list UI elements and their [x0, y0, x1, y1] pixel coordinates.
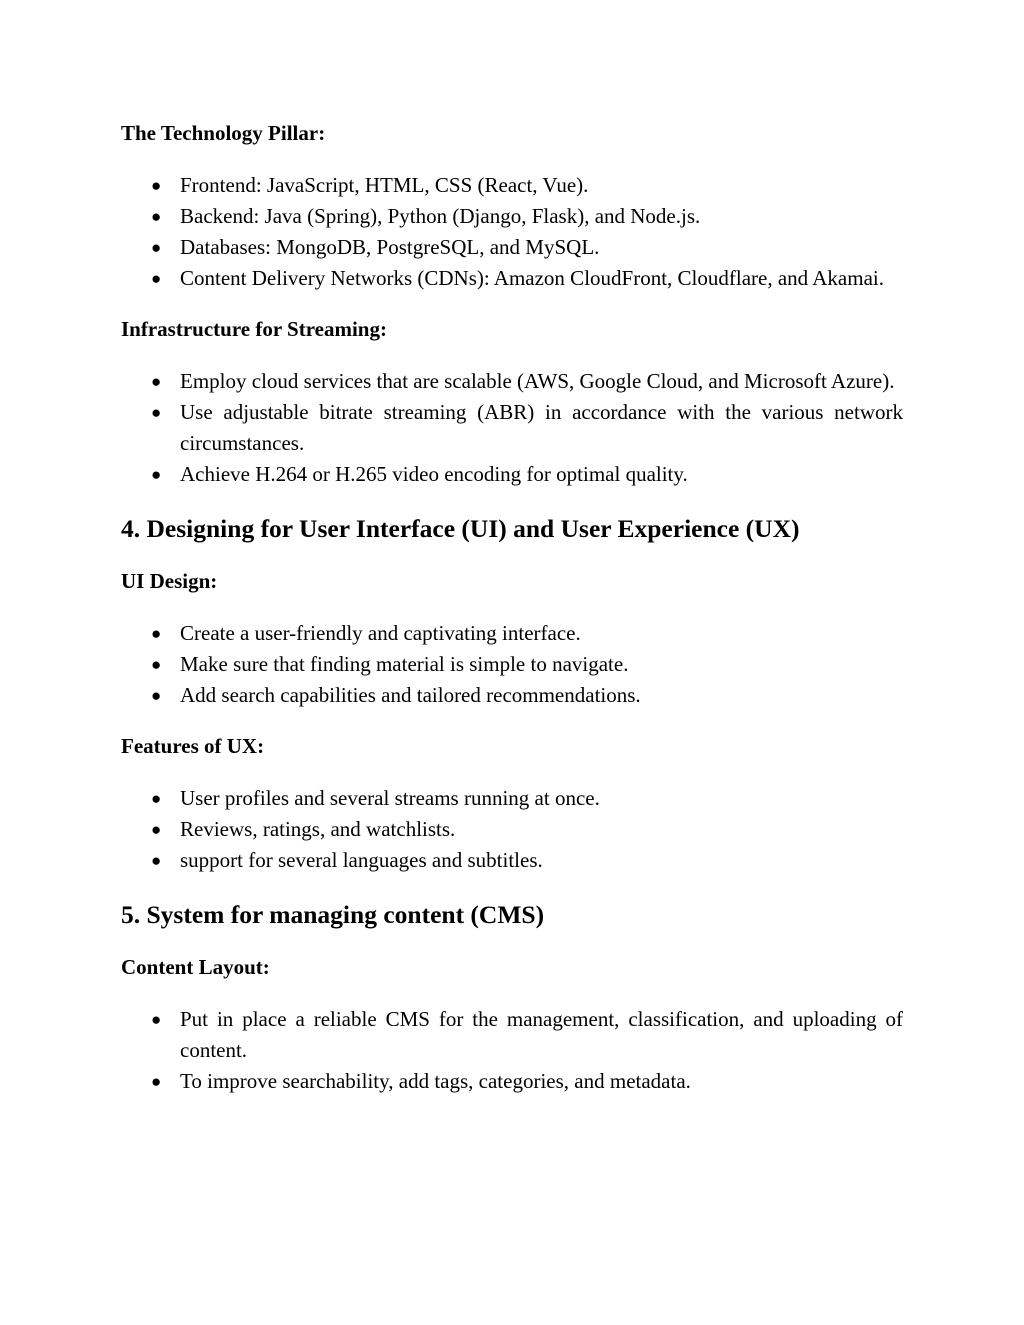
list-item: ● Add search capabilities and tailored recommendations. — [121, 680, 903, 711]
list-item: ● Achieve H.264 or H.265 video encoding for optimal quality. — [121, 459, 903, 490]
bullet-icon: ● — [151, 820, 162, 839]
list-item: ● To improve searchability, add tags, categories, and metadata. — [121, 1066, 903, 1097]
bullet-list-technology — [121, 170, 903, 294]
bullet-icon: ● — [151, 269, 162, 288]
bullet-icon: ● — [151, 207, 162, 226]
list-item: ● Put in place a reliable CMS for the management, classification, and uploading of content. — [121, 1004, 903, 1066]
bullet-list-content-layout — [121, 1004, 903, 1097]
list-item: ● support for several languages and subtitles. — [121, 845, 903, 876]
bullet-icon: ● — [151, 403, 162, 422]
bullet-list-ui-design — [121, 618, 903, 711]
list-item: ● Content Delivery Networks (CDNs): Amazon CloudFront, Cloudflare, and Akamai. — [121, 263, 903, 294]
bullet-list-infrastructure — [121, 366, 903, 490]
subheading-content-layout: Content Layout: — [121, 955, 270, 979]
list-item: ● Reviews, ratings, and watchlists. — [121, 814, 903, 845]
list-item: ● Employ cloud services that are scalable (AWS, Google Cloud, and Microsoft Azure). — [121, 366, 903, 397]
bullet-list-ux-features — [121, 783, 903, 876]
list-item: ● Create a user-friendly and captivating interface. — [121, 618, 903, 649]
bullet-icon: ● — [151, 655, 162, 674]
bullet-icon: ● — [151, 238, 162, 257]
bullet-icon: ● — [151, 686, 162, 705]
bullet-icon: ● — [151, 1010, 162, 1029]
bullet-icon: ● — [151, 789, 162, 808]
bullet-icon: ● — [151, 624, 162, 643]
list-item: ● Frontend: JavaScript, HTML, CSS (React, Vue). — [121, 170, 903, 201]
list-item: ● Databases: MongoDB, PostgreSQL, and MySQL. — [121, 232, 903, 263]
subheading-infrastructure: Infrastructure for Streaming: — [121, 317, 387, 341]
bullet-icon: ● — [151, 465, 162, 484]
bullet-icon: ● — [151, 1072, 162, 1091]
heading-cms: 5. System for managing content (CMS) — [121, 900, 545, 929]
list-item: ● Backend: Java (Spring), Python (Django, Flask), and Node.js. — [121, 201, 903, 232]
list-item: ● Use adjustable bitrate streaming (ABR) in accordance with the various network circumstances. — [121, 397, 903, 459]
list-item: ● Make sure that finding material is simple to navigate. — [121, 649, 903, 680]
list-item: ● User profiles and several streams running at once. — [121, 783, 903, 814]
heading-ui-ux: 4. Designing for User Interface (UI) and User Experience (UX) — [121, 514, 800, 543]
bullet-icon: ● — [151, 372, 162, 391]
bullet-icon: ● — [151, 176, 162, 195]
document-page — [121, 118, 903, 1097]
subheading-ux-features: Features of UX: — [121, 734, 265, 758]
bullet-icon: ● — [151, 851, 162, 870]
subheading-ui-design: UI Design: — [121, 569, 218, 593]
subheading-technology-pillar: The Technology Pillar: — [121, 121, 326, 145]
